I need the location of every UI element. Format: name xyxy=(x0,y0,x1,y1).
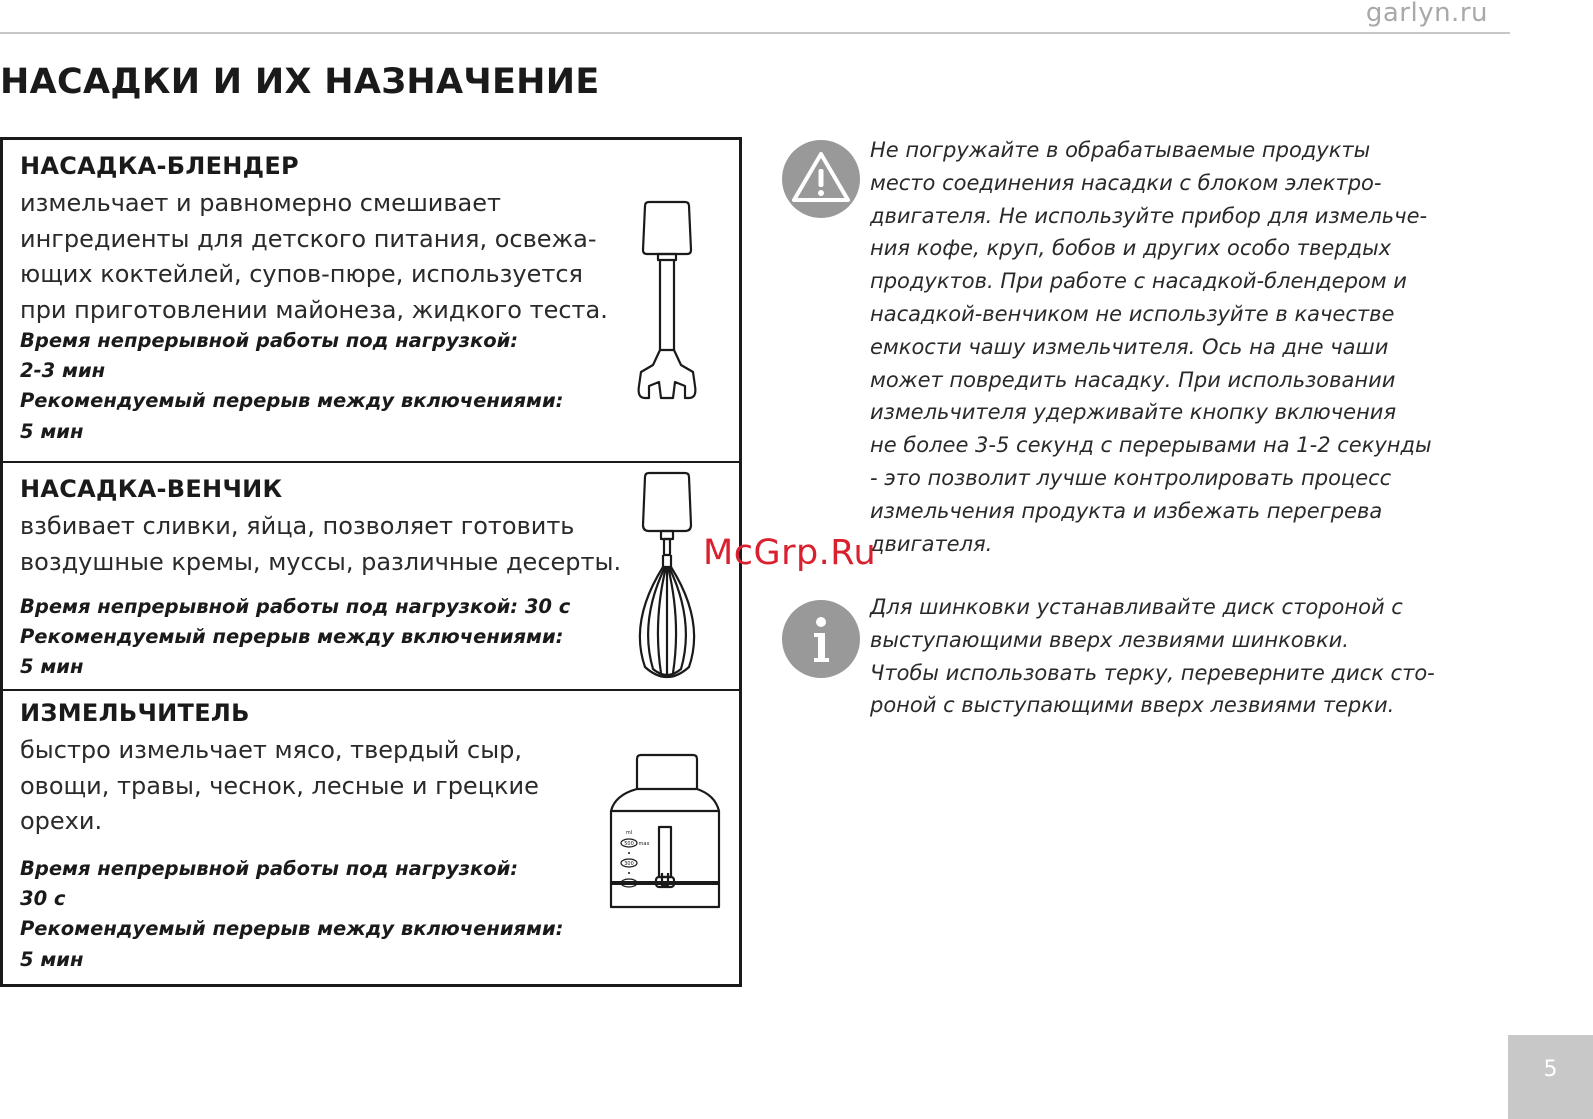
section-specs xyxy=(20,854,563,975)
description-line: измельчает и равномерно смешивает xyxy=(20,189,501,217)
section-specs xyxy=(20,326,563,447)
note-line: выступающими вверх лезвиями шинковки. xyxy=(870,627,1349,652)
description-line: при приготовлении майонеза, жидкого теста. xyxy=(20,295,608,324)
spec-line: 30 с xyxy=(20,887,66,911)
bowl-unit-label: ml xyxy=(625,830,633,836)
chopper-bowl-illustration xyxy=(607,753,727,919)
note-line: Не погружайте в обрабатываемые продукты xyxy=(870,138,1371,162)
section-title: НАСАДКА-ВЕНЧИК xyxy=(20,475,283,503)
section-description xyxy=(20,186,608,328)
section-title: НАСАДКА-БЛЕНДЕР xyxy=(20,152,299,180)
attachments-table xyxy=(0,137,742,987)
spec-line: 2-3 мин xyxy=(20,359,106,383)
section-blender xyxy=(3,140,739,461)
warning-note xyxy=(870,134,1510,560)
note-line: Для шинковки устанавливайте диск стороной с xyxy=(870,595,1403,619)
section-chopper xyxy=(3,689,739,984)
section-whisk xyxy=(3,461,739,689)
note-line: двигателя. xyxy=(870,531,993,556)
note-line: - это позволит лучше контролировать процесс xyxy=(870,465,1392,490)
description-line: взбивает сливки, яйца, позволяет готовить xyxy=(20,512,575,540)
info-note xyxy=(870,591,1510,722)
spec-line: 5 мин xyxy=(20,419,84,443)
description-line: воздушные кремы, муссы, различные десерты. xyxy=(20,547,622,576)
note-line: может повредить насадку. При использовании xyxy=(870,367,1396,392)
description-line: орехи. xyxy=(20,807,103,835)
bowl-mark-max: max xyxy=(638,841,650,847)
spec-line: Время непрерывной работы под нагрузкой: xyxy=(20,329,519,352)
description-line: ингредиенты для детского питания, освежа- xyxy=(20,224,597,253)
note-line: место соединения насадки с блоком электро- xyxy=(870,170,1382,195)
note-line: роной с выступающими вверх лезвиями терки. xyxy=(870,693,1395,718)
page-title: НАСАДКИ И ИХ НАЗНАЧЕНИЕ xyxy=(0,62,600,102)
page-number: 5 xyxy=(1508,1035,1593,1119)
note-line: не более 3-5 секунд с перерывами на 1-2 секунды xyxy=(870,433,1432,458)
spec-line: Время непрерывной работы под нагрузкой: 30 с xyxy=(20,595,571,618)
note-line: ния кофе, круп, бобов и других особо твердых xyxy=(870,236,1392,261)
spec-line: Рекомендуемый перерыв между включениями: xyxy=(20,389,564,413)
description-line: быстро измельчает мясо, твердый сыр, xyxy=(20,736,523,764)
note-line: двигателя. Не используйте прибор для измельче- xyxy=(870,203,1428,228)
blender-attachment-illustration xyxy=(635,200,699,406)
spec-line: Рекомендуемый перерыв между включениями: xyxy=(20,917,564,941)
watermark: McGrp.Ru xyxy=(703,533,877,573)
description-line: овощи, травы, чеснок, лесные и грецкие xyxy=(20,771,539,800)
bowl-mark-100: 100 xyxy=(624,881,634,887)
site-name: garlyn.ru xyxy=(1365,0,1488,28)
section-specs xyxy=(20,592,570,683)
note-line: Чтобы использовать терку, переверните диск сто- xyxy=(870,660,1435,685)
note-line: измельчителя удерживайте кнопку включения xyxy=(870,400,1397,425)
note-line: емкости чашу измельчителя. Ось на дне чаши xyxy=(870,334,1389,359)
spec-line: Рекомендуемый перерыв между включениями: xyxy=(20,625,564,649)
spec-line: 5 мин xyxy=(20,655,84,679)
note-line: продуктов. При работе с насадкой-блендером и xyxy=(870,269,1407,294)
bowl-mark-300: 300 xyxy=(624,861,634,867)
section-title: ИЗМЕЛЬЧИТЕЛЬ xyxy=(20,699,250,727)
section-description xyxy=(20,509,621,580)
info-icon xyxy=(782,600,860,678)
note-line: насадкой-венчиком не используйте в качестве xyxy=(870,301,1395,326)
spec-line: 5 мин xyxy=(20,947,84,971)
whisk-attachment-illustration xyxy=(635,471,699,685)
spec-line: Время непрерывной работы под нагрузкой: xyxy=(20,857,519,880)
header-rule xyxy=(0,32,1510,34)
bowl-mark-500: 500 xyxy=(624,841,634,847)
section-description xyxy=(20,733,539,840)
warning-icon xyxy=(782,140,860,218)
description-line: ющих коктейлей, супов-пюре, используется xyxy=(20,260,583,288)
note-line: измельчения продукта и избежать перегрева xyxy=(870,498,1383,523)
